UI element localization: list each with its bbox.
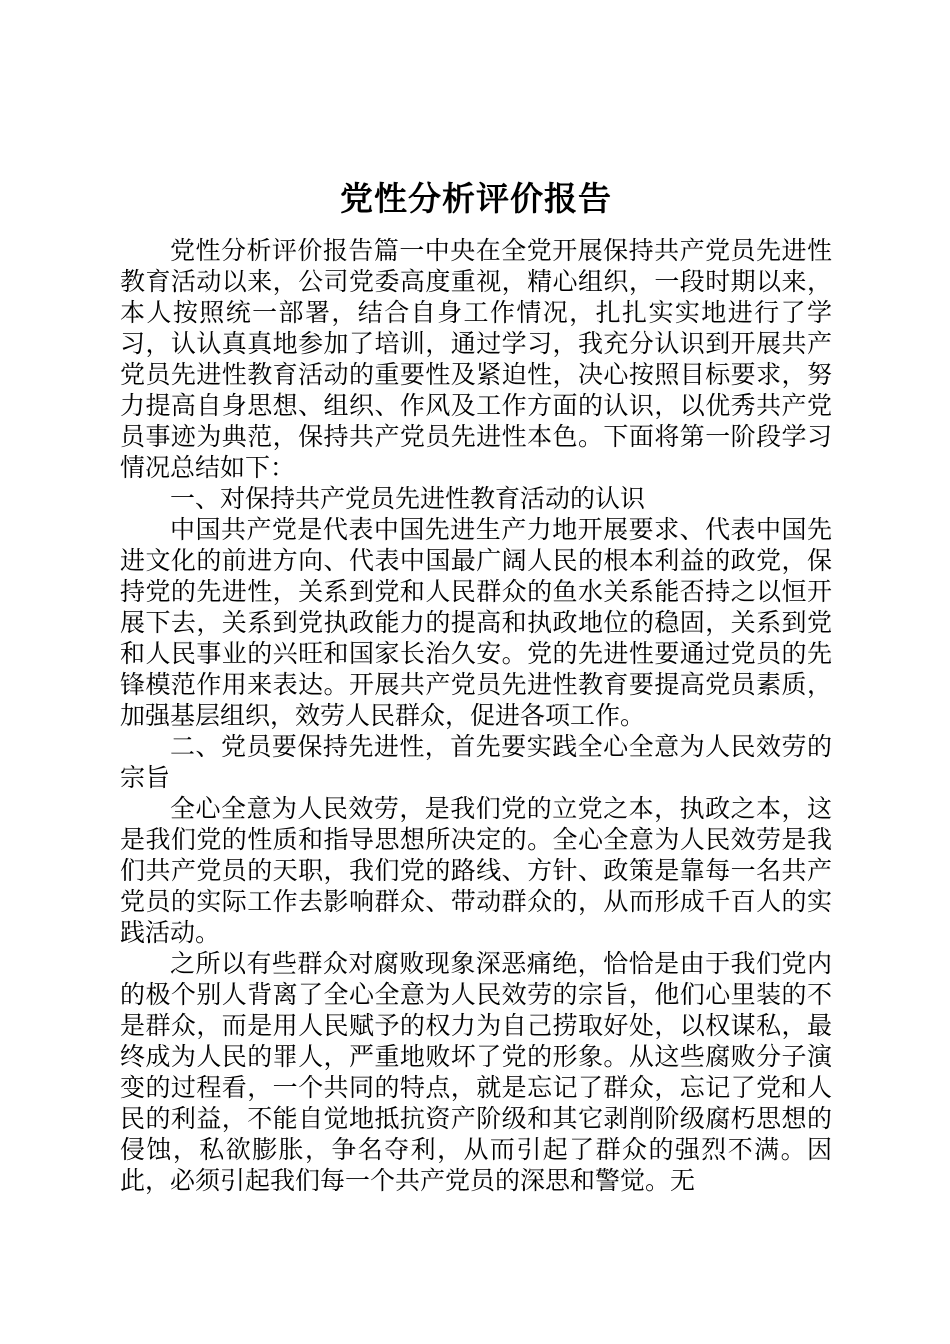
- section-heading-1: 一、对保持共产党员先进性教育活动的认识: [170, 486, 646, 513]
- paragraph-section-2-body: 全心全意为人民效劳，是我们党的立党之本，执政之本，这是我们党的性质和指导思想所决定的。全心全意为人民效劳是我们共产党员的天职，我们党的路线、方针、政策是靠每一名共产党员的实际工作去影响群众、带动群众的，从而形成千百人的实践活动。: [120, 796, 832, 947]
- paragraph-section-2-continued: 之所以有些群众对腐败现象深恶痛绝，恰恰是由于我们党内的极个别人背离了全心全意为人民效劳的宗旨，他们心里装的不是群众，而是用人民赋予的权力为自己捞取好处，以权谋私，最终成为人民的罪人，严重地败坏了党的形象。从这些腐败分子演变的过程看，一个共同的特点，就是忘记了群众，忘记了党和人民的利益，不能自觉地抵抗资产阶级和其它剥削阶级腐朽思想的侵蚀，私欲膨胀，争名夺利，从而引起了群众的强烈不满。因此，必须引起我们每一个共产党员的深思和警觉。无: [120, 951, 832, 1195]
- paragraph-intro: 党性分析评价报告篇一中央在全党开展保持共产党员先进性教育活动以来，公司党委高度重视，精心组织，一段时期以来，本人按照统一部署，结合自身工作情况，扎扎实实地进行了学习，认认真真地参加了培训，通过学习，我充分认识到开展共产党员先进性教育活动的重要性及紧迫性，决心按照目标要求，努力提高自身思想、组织、作风及工作方面的认识，以优秀共产党员事迹为典范，保持共产党员先进性本色。下面将第一阶段学习情况总结如下：: [120, 238, 832, 482]
- document-title: 党性分析评价报告: [340, 182, 612, 218]
- section-heading-2: 二、党员要保持先进性，首先要实践全心全意为人民效劳的宗旨: [120, 734, 832, 792]
- paragraph-section-1-body: 中国共产党是代表中国先进生产力地开展要求、代表中国先进文化的前进方向、代表中国最广阔人民的根本利益的政党，保持党的先进性，关系到党和人民群众的鱼水关系能否持之以恒开展下去，关系到党执政能力的提高和执政地位的稳固，关系到党和人民事业的兴旺和国家长治久安。党的先进性要通过党员的先锋模范作用来表达。开展共产党员先进性教育要提高党员素质，加强基层组织，效劳人民群众，促进各项工作。: [120, 517, 832, 730]
